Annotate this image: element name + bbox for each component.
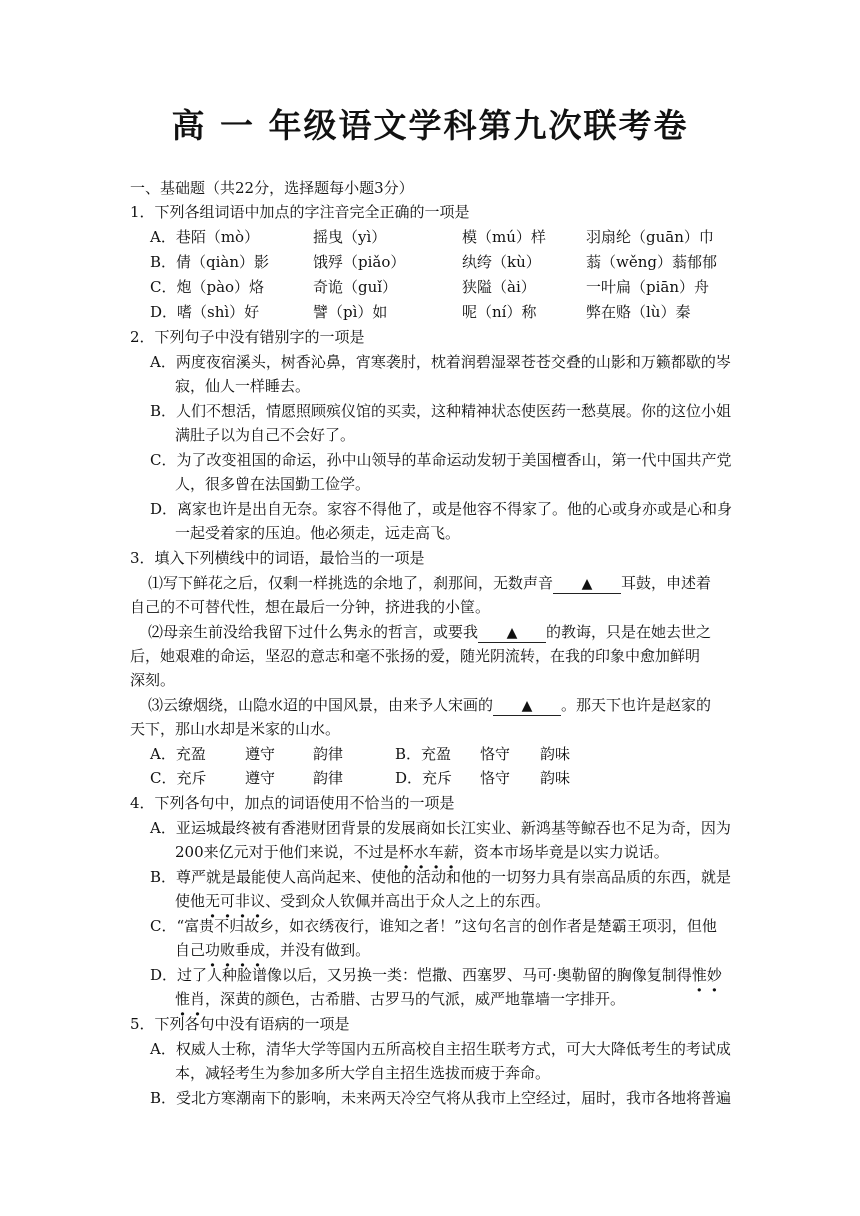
- emphasis-char: 妙: [706, 966, 722, 984]
- q4-a-text-post: ，资本市场毕竟是以实力说话。: [458, 843, 669, 861]
- q1-d-3: 呢（ní）称: [462, 303, 537, 321]
- q3-blank-3: [493, 696, 561, 716]
- q4-option-d: [150, 965, 770, 986]
- q4-b-text-post: 、受到众人钦佩并高出于众人之上的东西。: [265, 892, 551, 910]
- q5-option-a-cont: 本，减轻考生为参加多所大学自主招生选拔而疲于奔命。: [175, 1064, 551, 1082]
- section-heading: 一、基础题（共22分，选择题每小题3分）: [130, 179, 414, 197]
- q4-option-a-cont: [175, 842, 795, 863]
- q1-stem: 1．下列各组词语中加点的字注音完全正确的一项是: [130, 203, 470, 221]
- q3-p2-text-b: 的教诲，只是在她去世之: [546, 623, 712, 641]
- q4-c-text-pre: 自己: [175, 941, 206, 959]
- emphasis-char: 车: [428, 843, 444, 861]
- q4-c-dotted-word: [205, 941, 265, 959]
- q5-option-a: A．权威人士称，清华大学等国内五所高校自主招生联考方式，可大大降低考生的考试成: [150, 1040, 731, 1058]
- emphasis-char: 惟: [691, 966, 707, 984]
- q3-passage-3-cont: 天下，那山水却是米家的山水。: [130, 720, 341, 738]
- q4-option-b: B．尊严就是最能使人高尚起来、使他的活动和他的一切努力具有崇高品质的东西，就是: [150, 868, 732, 886]
- q2-option-a-cont: 寂，仙人一样睡去。: [175, 377, 311, 395]
- q3-opt-b-3: 韵味: [540, 745, 571, 763]
- q4-option-c: C．“富贵不归故乡，如衣绣夜行，谁知之者！”这句名言的创作者是楚霸王项羽，但他: [150, 917, 717, 935]
- q3-passage-2-end: 深刻。: [130, 671, 176, 689]
- q2-option-c-cont: 人，很多曾在法国勤工俭学。: [175, 475, 371, 493]
- q2-option-b: B．人们不想活，情愿照顾殡仪馆的买卖，这种精神状态使医药一愁莫展。你的这位小姐: [150, 402, 732, 420]
- q3-opt-b-1: B．充盈: [395, 745, 452, 763]
- q4-d-text-pre: D．过了人种脸谱像以后，又另换一类：恺撒、西塞罗、马可·奥勒留的胸像复制得: [150, 966, 692, 984]
- emphasis-char: 败: [220, 941, 236, 959]
- q5-option-b: B．受北方寒潮南下的影响，未来两天冷空气将从我市上空经过，届时，我市各地将普遍: [150, 1089, 732, 1107]
- q4-a-dotted-word: [399, 843, 459, 861]
- q3-opt-a-1: A．充盈: [150, 745, 206, 763]
- emphasis-char: 肖: [190, 990, 206, 1008]
- emphasis-char: 非: [235, 892, 251, 910]
- q1-b-2: 饿殍（piǎo）: [313, 253, 406, 271]
- q2-option-d: D．离家也许是出自无奈。家容不得他了，或是他容不得家了。他的心或身亦或是心和身: [150, 500, 733, 518]
- q4-a-text-pre: 200来亿元对于他们来说，不过是: [175, 843, 399, 861]
- emphasis-char: 无: [205, 892, 221, 910]
- q1-a-4: 羽扇纶（guān）巾: [586, 228, 714, 246]
- emphasis-char: 垂: [235, 941, 251, 959]
- q3-p1-text-b: 耳鼓，申述着: [621, 574, 712, 592]
- q4-option-a: A．亚运城最终被有香港财团背景的发展商如长江实业、新鸿基等鲸吞也不足为奇，因为: [150, 819, 731, 837]
- q2-option-a: A．两度夜宿溪头，树香沁鼻，宵寒袭肘，枕着润碧湿翠苍苍交叠的山影和万籁都歇的岑: [150, 353, 731, 371]
- q3-p1-text-a: ⑴写下鲜花之后，仅剩一样挑选的余地了，刹那间，无数声音: [148, 574, 554, 592]
- q3-blank-2: [478, 623, 546, 643]
- q4-b-text-pre: 使他: [175, 892, 206, 910]
- q4-c-text-post: ，并没有做到。: [265, 941, 371, 959]
- emphasis-char: 功: [205, 941, 221, 959]
- q3-passage-1-cont: 自己的不可替代性，想在最后一分钟，挤进我的小筐。: [130, 598, 491, 616]
- q1-a-2: 摇曳（yì）: [313, 228, 387, 246]
- emphasis-char: 议: [250, 892, 266, 910]
- q1-d-1: D．嗜（shì）好: [150, 303, 260, 321]
- q1-c-2: 奇诡（guǐ）: [313, 278, 398, 296]
- q4-b-dotted-word: [205, 892, 265, 910]
- q2-stem: 2．下列句子中没有错别字的一项是: [130, 328, 365, 346]
- q3-opt-d-2: 恪守: [480, 769, 511, 787]
- emphasis-char: 成: [250, 941, 266, 959]
- q1-c-1: C．炮（pào）烙: [150, 278, 265, 296]
- q3-opt-c-1: C．充斥: [150, 769, 207, 787]
- q2-option-c: C．为了改变祖国的命运，孙中山领导的革命运动发轫于美国檀香山，第一代中国共产党: [150, 451, 732, 469]
- q3-passage-2: [148, 622, 768, 643]
- q3-p3-text-b: 。那天下也许是赵家的: [561, 696, 712, 714]
- q3-opt-d-3: 韵味: [540, 769, 571, 787]
- emphasis-char: 可: [220, 892, 236, 910]
- q4-d-text-post: ，深黄的颜色，古希腊、古罗马的气派，威严地靠墙一字排开。: [205, 990, 626, 1008]
- q1-a-3: 模（mú）样: [462, 228, 546, 246]
- q3-opt-a-2: 遵守: [245, 745, 276, 763]
- q3-p3-text-a: ⑶云缭烟绕，山隐水迢的中国风景，由来予人宋画的: [148, 696, 494, 714]
- q3-passage-1: [148, 573, 768, 594]
- q4-option-c-cont: [175, 940, 795, 961]
- q4-option-d-cont: [175, 989, 795, 1010]
- q3-opt-a-3: 韵律: [313, 745, 344, 763]
- q3-p2-text-a: ⑵母亲生前没给我留下过什么隽永的哲言，或要我: [148, 623, 479, 641]
- emphasis-char: 水: [413, 843, 429, 861]
- q1-d-2: 譬（pì）如: [313, 303, 388, 321]
- emphasis-char: 惟: [175, 990, 191, 1008]
- q3-passage-3: [148, 695, 768, 716]
- q4-stem: 4．下列各句中，加点的词语使用不恰当的一项是: [130, 794, 455, 812]
- q5-stem: 5．下列各句中没有语病的一项是: [130, 1015, 350, 1033]
- q1-b-4: 蓊（wěng）蓊郁郁: [586, 253, 717, 271]
- emphasis-char: 薪: [443, 843, 459, 861]
- q3-opt-b-2: 恪守: [480, 745, 511, 763]
- q4-d-dotted-word-2: [175, 990, 205, 1008]
- q1-c-4: 一叶扁（piān）舟: [586, 278, 710, 296]
- exam-title: 高 一 年级语文学科第九次联考卷: [171, 106, 689, 145]
- emphasis-char: 杯: [398, 843, 414, 861]
- q2-option-d-cont: 一起受着家的压迫。他必须走，远走高飞。: [175, 524, 461, 542]
- q1-d-4: 弊在赂（lù）秦: [586, 303, 691, 321]
- q1-a-1: A．巷陌（mò）: [150, 228, 260, 246]
- q3-passage-2-cont: 后，她艰难的命运，坚忍的意志和毫不张扬的爱，随光阴流转，在我的印象中愈加鲜明: [130, 647, 701, 665]
- q1-c-3: 狭隘（ài）: [462, 278, 536, 296]
- q3-opt-c-2: 遵守: [245, 769, 276, 787]
- q3-blank-1: [553, 574, 621, 594]
- q3-opt-c-3: 韵律: [313, 769, 344, 787]
- q4-d-dotted-word-1: [692, 966, 722, 984]
- q1-b-1: B．倩（qiàn）影: [150, 253, 270, 271]
- q2-option-b-cont: 满肚子以为自己不会好了。: [175, 426, 356, 444]
- q4-option-b-cont: [175, 891, 795, 912]
- q1-b-3: 纨绔（kù）: [462, 253, 541, 271]
- q3-stem: 3．填入下列横线中的词语，最恰当的一项是: [130, 549, 425, 567]
- q3-opt-d-1: D．充斥: [395, 769, 453, 787]
